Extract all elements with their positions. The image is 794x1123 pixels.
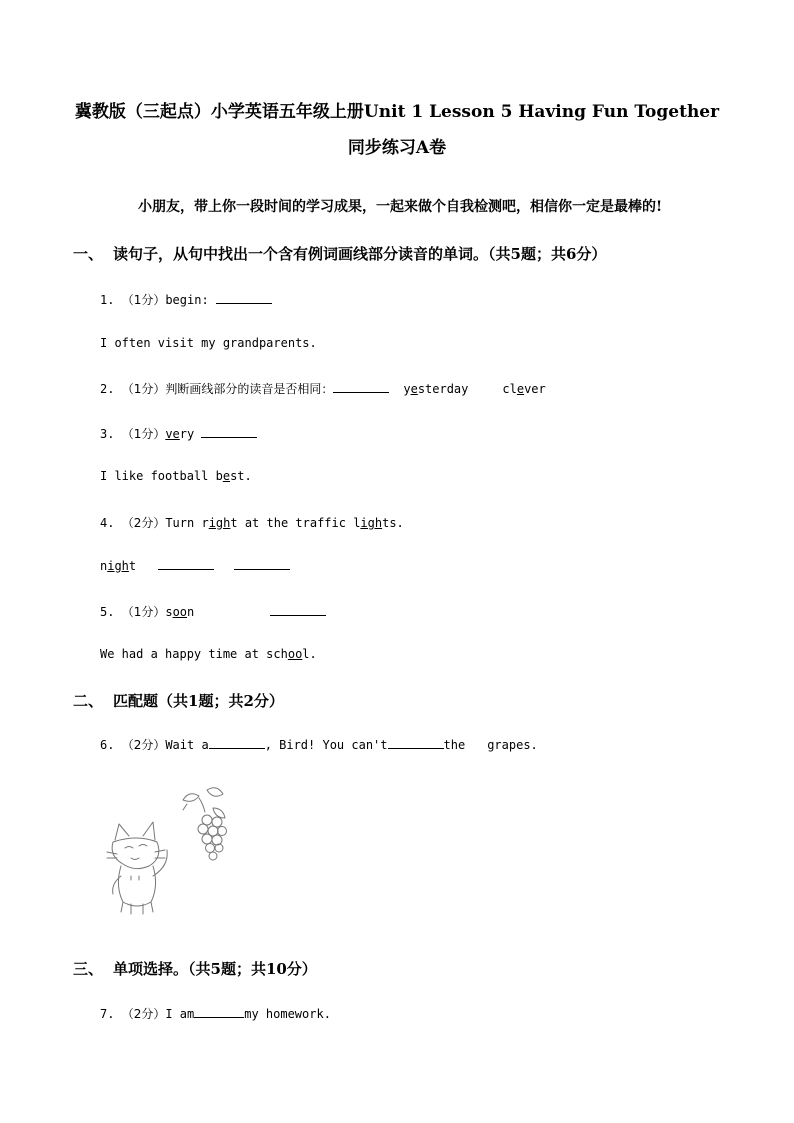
section-title: 匹配题（共1题；共2分） [113, 692, 284, 710]
question-2: 2. （1分）判断画线部分的读音是否相同： yesterday clever [100, 382, 546, 396]
word-soon: soon [165, 605, 195, 619]
question-4-words [100, 558, 290, 573]
question-7: 7. （2分）I am my homework. [100, 1007, 331, 1021]
section-title: 读句子，从句中找出一个含有例词画线部分读音的单词。（共5题；共6分） [113, 245, 607, 263]
section-number: 三、 [73, 960, 104, 978]
intro-text: 小朋友，带上你一段时间的学习成果，一起来做个自我检测吧，相信你一定是最棒的! [138, 199, 663, 215]
word-very: very [165, 427, 195, 441]
answer-blank[interactable] [158, 558, 214, 570]
section-3-heading [73, 958, 317, 979]
answer-blank[interactable] [234, 558, 290, 570]
section-2-heading [73, 690, 284, 711]
answer-blank[interactable] [388, 737, 444, 749]
page-title-line1: 冀教版（三起点）小学英语五年级上册Unit 1 Lesson 5 Having Fun Together [74, 102, 720, 122]
answer-blank[interactable] [201, 426, 257, 438]
question-1: 1. （1分）begin: [100, 291, 272, 308]
section-number: 二、 [73, 692, 104, 710]
section-1-heading [73, 243, 606, 264]
answer-blank[interactable] [270, 604, 326, 616]
question-6: 6. （2分）Wait a , Bird! You can't the grapes. [100, 738, 538, 752]
answer-blank[interactable] [333, 381, 389, 393]
word-yesterday: yesterday [403, 382, 469, 396]
question-5-sentence: We had a happy time at school. [100, 647, 317, 661]
question-5: 5. （1分）soon [100, 603, 326, 620]
word-night: night [100, 559, 137, 573]
answer-blank[interactable] [194, 1006, 244, 1018]
answer-blank[interactable] [216, 292, 272, 304]
page-title-line2: 同步练习A卷 [347, 138, 447, 158]
section-title: 单项选择。（共5题；共10分） [113, 960, 317, 978]
question-3: 3. （1分）very [100, 425, 257, 442]
question-3-sentence: I like football best. [100, 469, 252, 483]
section-number: 一、 [73, 245, 104, 263]
question-4: 4. （2分）Turn right at the traffic lights. [100, 516, 404, 530]
question-1-sentence: I often visit my grandparents. [100, 336, 317, 350]
word-clever: clever [502, 382, 546, 396]
answer-blank[interactable] [209, 737, 265, 749]
fox-and-grapes-illustration [95, 780, 275, 925]
